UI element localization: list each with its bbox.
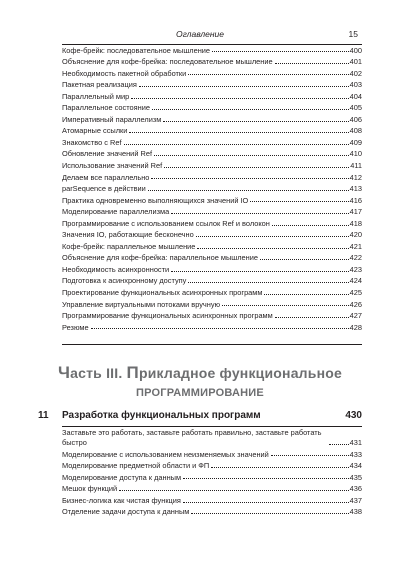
toc-entry-page: 402 (349, 68, 362, 78)
toc-entry (62, 43, 362, 55)
toc-entry-page: 405 (349, 103, 362, 113)
dot-leader (154, 155, 349, 156)
toc-entry-page: 403 (349, 80, 362, 90)
dot-leader (131, 98, 348, 99)
toc-entry-page: 410 (349, 149, 362, 159)
toc-list-top (62, 43, 362, 332)
toc-entry (62, 493, 362, 505)
toc-entry-title: Пакетная реализация (62, 80, 137, 90)
toc-entry-page: 411 (350, 161, 362, 171)
toc-entry-page: 418 (349, 218, 362, 228)
dot-leader (152, 109, 349, 110)
toc-entry-title: Объяснение для кофе-брейка: параллельное мышление (62, 253, 258, 263)
toc-entry-title: Кофе-брейк: параллельное мышление (62, 241, 196, 251)
dot-leader (119, 490, 348, 491)
dot-leader (260, 259, 349, 260)
toc-entry-page: 436 (349, 484, 362, 494)
toc-entry-title: Объяснение для кофе-брейка: последовательное мышление (62, 57, 273, 67)
toc-entry-title: Необходимость асинхронности (62, 264, 170, 274)
dot-leader (272, 225, 349, 226)
toc-entry (62, 309, 362, 321)
toc-entry-page: 428 (349, 322, 362, 332)
toc-entry-page: 416 (349, 195, 362, 205)
toc-entry-title: Резюме (62, 322, 89, 332)
toc-entry-page: 426 (349, 299, 362, 309)
dot-leader (188, 74, 348, 75)
toc-entry-title: Управление виртуальными потоками вручную (62, 299, 221, 309)
toc-entry (62, 158, 362, 170)
toc-entry (62, 55, 362, 67)
toc-entry-page: 408 (349, 126, 362, 136)
toc-entry (62, 470, 362, 482)
toc-entry (62, 216, 362, 228)
dot-leader (275, 63, 349, 64)
header-page-number: 15 (348, 29, 358, 39)
toc-entry-title: Обновление значений Ref (62, 149, 152, 159)
dot-leader (222, 305, 349, 306)
toc-entry (62, 320, 362, 332)
dot-leader (129, 132, 348, 133)
toc-entry (62, 170, 362, 182)
toc-entry (62, 182, 362, 194)
toc-entry-title: Моделирование доступа к данным (62, 472, 182, 482)
toc-entry-page: 433 (349, 449, 362, 459)
toc-list-chapter (62, 426, 362, 516)
toc-entry (62, 285, 362, 297)
dot-leader (250, 201, 348, 202)
toc-entry (62, 426, 362, 447)
toc-bottom-rule (62, 344, 362, 345)
header-title: Оглавление (175, 29, 225, 39)
toc-entry-title: Кофе-брейк: последовательное мышление (62, 45, 211, 55)
chapter-heading (38, 410, 362, 426)
toc-entry-title: Делаем все параллельно (62, 172, 150, 182)
toc-entry-page: 420 (349, 230, 362, 240)
toc-entry-title: Параллельный мир (62, 91, 130, 101)
chapter-number: 11 (38, 410, 49, 421)
toc-entry (62, 193, 362, 205)
toc-entry-title: Необходимость пакетной обработки (62, 68, 187, 78)
toc-entry-page: 412 (349, 172, 362, 182)
toc-entry-page: 413 (349, 184, 362, 194)
toc-entry-title: Знакомство с Ref (62, 137, 122, 147)
toc-entry (62, 228, 362, 240)
toc-entry-title: Мешок функций (62, 484, 118, 494)
toc-entry-title: Отделение задачи доступа к данным (62, 507, 190, 517)
toc-entry-page: 401 (349, 57, 362, 67)
toc-entry-page: 421 (349, 241, 362, 251)
toc-entry-page: 409 (349, 137, 362, 147)
toc-entry (62, 447, 362, 459)
toc-entry (62, 505, 362, 517)
chapter-page: 430 (345, 410, 362, 421)
toc-entry-page: 406 (349, 114, 362, 124)
toc-entry (62, 89, 362, 101)
part-title-line2: ПРОГРАММИРОВАНИЕ (136, 387, 264, 399)
dot-leader (212, 51, 349, 52)
toc-entry-page: 423 (349, 264, 362, 274)
toc-entry (62, 124, 362, 136)
toc-entry-page: 424 (349, 276, 362, 286)
dot-leader (139, 86, 349, 87)
toc-entry-title: Атомарные ссылки (62, 126, 128, 136)
toc-entry (62, 66, 362, 78)
toc-entry (62, 101, 362, 113)
toc-entry-title: parSequence в действии (62, 184, 146, 194)
toc-entry (62, 482, 362, 494)
dot-leader (211, 467, 348, 468)
running-header (0, 29, 400, 43)
dot-leader (163, 121, 348, 122)
toc-entry-page: 400 (349, 45, 362, 55)
toc-entry-title: Моделирование параллелизма (62, 207, 170, 217)
toc-entry-page: 435 (349, 472, 362, 482)
dot-leader (164, 167, 349, 168)
toc-entry (62, 78, 362, 90)
toc-entry-title: Программирование функциональных асинхронных программ (62, 311, 273, 321)
toc-entry (62, 297, 362, 309)
toc-entry (62, 239, 362, 251)
toc-entry-page: 437 (349, 495, 362, 505)
dot-leader (188, 282, 348, 283)
chapter-title: Разработка функциональных программ (62, 410, 261, 421)
toc-entry-title: Практика одновременно выполняющихся значений IO (62, 195, 249, 205)
dot-leader (271, 455, 349, 456)
toc-entry-title: Моделирование с использованием неизменяемых значений (62, 449, 269, 459)
dot-leader (148, 190, 349, 191)
toc-entry-title: Значения IO, работающие бесконечно (62, 230, 194, 240)
dot-leader (183, 478, 349, 479)
dot-leader (171, 271, 349, 272)
dot-leader (91, 328, 349, 329)
toc-entry-title: Императивный параллелизм (62, 114, 162, 124)
toc-entry-title: Заставьте это работать, заставьте работать правильно, заставьте работать быстро (62, 428, 322, 447)
dot-leader (197, 248, 348, 249)
toc-entry-page: 434 (349, 461, 362, 471)
dot-leader (171, 213, 348, 214)
dot-leader (124, 144, 349, 145)
dot-leader (183, 502, 349, 503)
toc-entry-title: Проектирование функциональных асинхронных программ (62, 288, 263, 298)
toc-entry-title: Бизнес-логика как чистая функция (62, 495, 181, 505)
toc-entry-page: 427 (349, 311, 362, 321)
toc-entry (62, 135, 362, 147)
toc-entry (62, 147, 362, 159)
dot-leader (151, 178, 348, 179)
toc-entry-title: Подготовка к асинхронному доступу (62, 276, 187, 286)
part-title-line1: Часть III. Прикладное функциональное (58, 363, 342, 382)
toc-entry-title: Использование значений Ref (62, 161, 163, 171)
toc-entry (62, 251, 362, 263)
toc-entry (62, 459, 362, 471)
toc-entry-page: 422 (349, 253, 362, 263)
toc-entry-title: Моделирование предметной области и ФП (62, 461, 210, 471)
dot-leader (196, 236, 349, 237)
toc-entry-page: 438 (349, 507, 362, 517)
toc-entry-title: Программирование с использованием ссылок Ref и волокон (62, 218, 270, 228)
toc-entry (62, 205, 362, 217)
toc-entry-page: 431 (349, 438, 362, 447)
toc-entry (62, 262, 362, 274)
dot-leader (329, 444, 349, 445)
toc-entry-title: Параллельное состояние (62, 103, 150, 113)
toc-entry-page: 417 (349, 207, 362, 217)
toc-entry-page: 425 (349, 288, 362, 298)
toc-entry (62, 112, 362, 124)
dot-leader (264, 294, 348, 295)
toc-entry (62, 274, 362, 286)
dot-leader (275, 317, 349, 318)
dot-leader (191, 513, 348, 514)
toc-entry-page: 404 (349, 91, 362, 101)
